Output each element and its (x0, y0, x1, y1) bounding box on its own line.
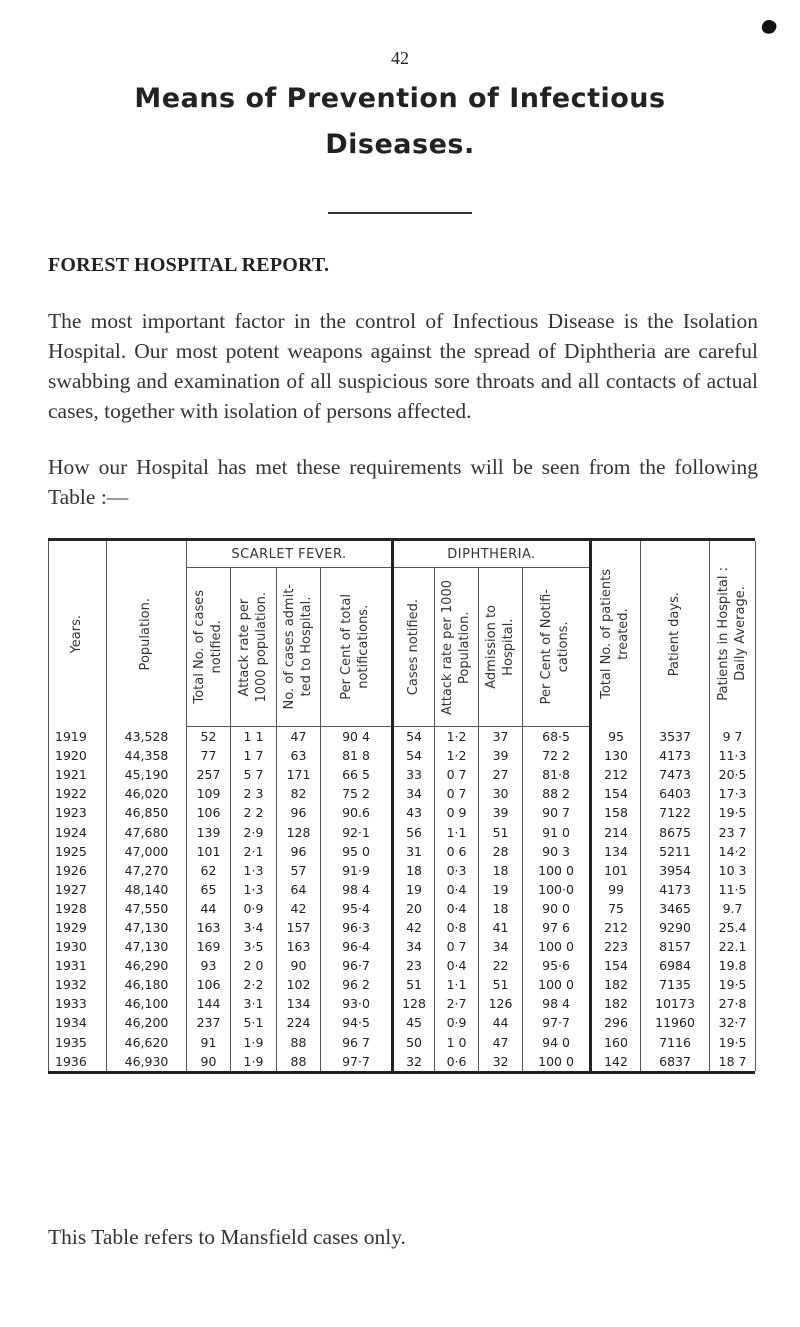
footer-note: This Table refers to Mansfield cases only. (48, 1225, 406, 1249)
table-cell: 75 2 (321, 784, 393, 803)
table-cell: 22.1 (710, 937, 756, 956)
table-cell: 22 (479, 956, 523, 975)
table-cell: 2·7 (435, 994, 479, 1013)
table-cell: 19·5 (710, 1033, 756, 1052)
table-cell: 7135 (641, 975, 710, 994)
table-cell: 237 (187, 1013, 231, 1032)
table-cell: 101 (187, 842, 231, 861)
table-row (49, 994, 756, 1013)
table-cell: 158 (591, 803, 641, 822)
table-cell: 47,130 (107, 918, 187, 937)
table-cell: 94·5 (321, 1013, 393, 1032)
year-cell: 1921 (49, 765, 107, 784)
header-population: Population. (107, 541, 187, 727)
table-cell: 23 (393, 956, 435, 975)
table-cell: 90 (187, 1052, 231, 1071)
table-row (49, 880, 756, 899)
table-cell: 3·4 (231, 918, 277, 937)
table-cell: 19.8 (710, 956, 756, 975)
table-cell: 0·8 (435, 918, 479, 937)
table-cell: 0 7 (435, 937, 479, 956)
table-cell: 171 (277, 765, 321, 784)
table-cell: 0 9 (435, 803, 479, 822)
header-patient-days: Patient days. (641, 541, 710, 727)
table-cell: 96·3 (321, 918, 393, 937)
year-cell: 1929 (49, 918, 107, 937)
table-cell: 39 (479, 803, 523, 822)
table-cell: 96 7 (321, 1033, 393, 1052)
table-cell: 46,020 (107, 784, 187, 803)
table-cell: 102 (277, 975, 321, 994)
table-cell: 45,190 (107, 765, 187, 784)
table-row (49, 861, 756, 880)
table-cell: 52 (187, 727, 231, 747)
table-cell: 139 (187, 822, 231, 841)
year-cell: 1925 (49, 842, 107, 861)
table-cell: 163 (187, 918, 231, 937)
table-cell: 19 (393, 880, 435, 899)
table-cell: 56 (393, 822, 435, 841)
table-cell: 9.7 (710, 899, 756, 918)
table-cell: 46,180 (107, 975, 187, 994)
table-cell: 81·8 (523, 765, 591, 784)
table-cell: 182 (591, 975, 641, 994)
table-cell: 95·6 (523, 956, 591, 975)
table-row (49, 822, 756, 841)
table-cell: 5·1 (231, 1013, 277, 1032)
table-cell: 47,680 (107, 822, 187, 841)
year-cell: 1931 (49, 956, 107, 975)
table-cell: 27 (479, 765, 523, 784)
table-cell: 20 (393, 899, 435, 918)
table-cell: 92·1 (321, 822, 393, 841)
table-cell: 94 0 (523, 1033, 591, 1052)
table-cell: 68·5 (523, 727, 591, 747)
table-cell: 0·6 (435, 1052, 479, 1071)
table-cell: 19 (479, 880, 523, 899)
table-cell: 54 (393, 727, 435, 747)
table-cell: 1·3 (231, 880, 277, 899)
table-cell: 8675 (641, 822, 710, 841)
table-cell: 47 (479, 1033, 523, 1052)
table-row (49, 937, 756, 956)
table-cell: 2 2 (231, 803, 277, 822)
table-cell: 18 (479, 861, 523, 880)
table-cell: 20·5 (710, 765, 756, 784)
table-cell: 96·7 (321, 956, 393, 975)
table-cell: 154 (591, 784, 641, 803)
table-cell: 95·4 (321, 899, 393, 918)
table-row (49, 803, 756, 822)
table-cell: 1·3 (231, 861, 277, 880)
table-cell: 7473 (641, 765, 710, 784)
page-title-line-1: Means of Prevention of Infectious (134, 83, 666, 114)
table-cell: 5211 (641, 842, 710, 861)
table-cell: 100 0 (523, 1052, 591, 1071)
table-cell: 2·1 (231, 842, 277, 861)
table-cell: 30 (479, 784, 523, 803)
table-cell: 182 (591, 994, 641, 1013)
table-row (49, 918, 756, 937)
table-cell: 50 (393, 1033, 435, 1052)
table-cell: 51 (393, 975, 435, 994)
header-years: Years. (49, 541, 107, 727)
table-cell: 75 (591, 899, 641, 918)
table-cell: 88 (277, 1052, 321, 1071)
table-cell: 91·9 (321, 861, 393, 880)
table-cell: 0·4 (435, 880, 479, 899)
hospital-statistics-table (48, 538, 755, 1074)
intro-paragraph: The most important factor in the control of Infectious Disease is the Isolation Hospital. Our most potent weapons against the spread of Diphtheria are careful swabbing and examination of all suspicious sore throats and all contacts of actual cases, together with isolation of persons affected. (48, 309, 758, 423)
year-cell: 1935 (49, 1033, 107, 1052)
table-cell: 126 (479, 994, 523, 1013)
table-cell: 32 (393, 1052, 435, 1071)
table-cell: 39 (479, 746, 523, 765)
table-cell: 19·5 (710, 975, 756, 994)
table-cell: 5 7 (231, 765, 277, 784)
ink-blot (760, 18, 779, 37)
table-cell: 90 (277, 956, 321, 975)
table-cell: 90 3 (523, 842, 591, 861)
header-total-patients: Total No. of patients treated. (591, 541, 641, 727)
table-cell: 45 (393, 1013, 435, 1032)
table-cell: 18 (479, 899, 523, 918)
page-title-line-2: Diseases. (325, 129, 475, 160)
table-cell: 46,290 (107, 956, 187, 975)
table-cell: 106 (187, 803, 231, 822)
header-sf-cases-notified: Total No. of cases notified. (187, 568, 231, 727)
table-cell: 109 (187, 784, 231, 803)
table-cell: 296 (591, 1013, 641, 1032)
table-cell: 43 (393, 803, 435, 822)
header-sf-percent: Per Cent of total notifications. (321, 568, 393, 727)
table-cell: 214 (591, 822, 641, 841)
table-cell: 223 (591, 937, 641, 956)
table-cell: 1·1 (435, 975, 479, 994)
table-cell: 46,100 (107, 994, 187, 1013)
table-cell: 48,140 (107, 880, 187, 899)
table-cell: 51 (479, 822, 523, 841)
table-cell: 42 (393, 918, 435, 937)
table-cell: 7116 (641, 1033, 710, 1052)
table-cell: 34 (393, 937, 435, 956)
table-cell: 0·4 (435, 956, 479, 975)
table-cell: 18 (393, 861, 435, 880)
table-cell: 0·9 (435, 1013, 479, 1032)
table-cell: 93 (187, 956, 231, 975)
header-sf-attack-rate: Attack rate per 1000 population. (231, 568, 277, 727)
table-cell: 101 (591, 861, 641, 880)
year-cell: 1934 (49, 1013, 107, 1032)
table-cell: 66 5 (321, 765, 393, 784)
table-cell: 106 (187, 975, 231, 994)
table-cell: 0·9 (231, 899, 277, 918)
table-row (49, 1033, 756, 1052)
year-cell: 1928 (49, 899, 107, 918)
table-cell: 88 2 (523, 784, 591, 803)
table-cell: 27·8 (710, 994, 756, 1013)
table-body (49, 727, 756, 1071)
year-cell: 1926 (49, 861, 107, 880)
table-cell: 95 (591, 727, 641, 747)
table-row (49, 765, 756, 784)
table-cell: 91 (187, 1033, 231, 1052)
table-cell: 57 (277, 861, 321, 880)
year-cell: 1919 (49, 727, 107, 747)
table-cell: 42 (277, 899, 321, 918)
table-cell: 8157 (641, 937, 710, 956)
table-cell: 4173 (641, 746, 710, 765)
table-cell: 17·3 (710, 784, 756, 803)
table-cell: 90.6 (321, 803, 393, 822)
table-cell: 2·9 (231, 822, 277, 841)
header-daily-average: Patients in Hospital : Daily Average. (710, 541, 756, 727)
table-cell: 9290 (641, 918, 710, 937)
title-divider (328, 212, 472, 214)
year-cell: 1927 (49, 880, 107, 899)
table-cell: 6837 (641, 1052, 710, 1071)
table-cell: 34 (393, 784, 435, 803)
table-cell: 96 (277, 803, 321, 822)
table-cell: 44 (479, 1013, 523, 1032)
table-cell: 1·2 (435, 746, 479, 765)
report-title: FOREST HOSPITAL REPORT. (48, 254, 330, 276)
group-header-scarlet-fever: SCARLET FEVER. (187, 541, 393, 568)
table-cell: 99 (591, 880, 641, 899)
table-cell: 98 4 (321, 880, 393, 899)
table-cell: 72 2 (523, 746, 591, 765)
table-cell: 1·2 (435, 727, 479, 747)
table-cell: 90 7 (523, 803, 591, 822)
table-cell: 77 (187, 746, 231, 765)
table-cell: 65 (187, 880, 231, 899)
year-cell: 1922 (49, 784, 107, 803)
table-cell: 9 7 (710, 727, 756, 747)
table-cell: 54 (393, 746, 435, 765)
table-cell: 34 (479, 937, 523, 956)
table-cell: 47,270 (107, 861, 187, 880)
table-cell: 169 (187, 937, 231, 956)
table-cell: 44,358 (107, 746, 187, 765)
table-cell: 41 (479, 918, 523, 937)
table-cell: 134 (277, 994, 321, 1013)
table-cell: 100·0 (523, 880, 591, 899)
table-cell: 144 (187, 994, 231, 1013)
table-cell: 96 2 (321, 975, 393, 994)
table-row (49, 784, 756, 803)
year-cell: 1933 (49, 994, 107, 1013)
table-cell: 134 (591, 842, 641, 861)
table-cell: 96 (277, 842, 321, 861)
table-cell: 1·9 (231, 1052, 277, 1071)
table-cell: 64 (277, 880, 321, 899)
header-d-attack-rate: Attack rate per 1000 Population. (435, 568, 479, 727)
table-cell: 0·4 (435, 899, 479, 918)
year-cell: 1924 (49, 822, 107, 841)
table-cell: 0 7 (435, 765, 479, 784)
table-cell: 3537 (641, 727, 710, 747)
table-cell: 224 (277, 1013, 321, 1032)
table-cell: 32 (479, 1052, 523, 1071)
table-cell: 157 (277, 918, 321, 937)
page-title (60, 76, 740, 168)
table-cell: 128 (393, 994, 435, 1013)
table-cell: 90 4 (321, 727, 393, 747)
table-cell: 43,528 (107, 727, 187, 747)
table-cell: 6984 (641, 956, 710, 975)
table-cell: 88 (277, 1033, 321, 1052)
table-cell: 130 (591, 746, 641, 765)
table-cell: 47,000 (107, 842, 187, 861)
table-cell: 97·7 (321, 1052, 393, 1071)
table-cell: 47,130 (107, 937, 187, 956)
table-lead-paragraph: How our Hospital has met these requirements will be seen from the following Table :— (48, 455, 758, 509)
page-number: 42 (391, 48, 409, 68)
table-cell: 7122 (641, 803, 710, 822)
table-cell: 44 (187, 899, 231, 918)
table-cell: 257 (187, 765, 231, 784)
table-cell: 1 1 (231, 727, 277, 747)
table-cell: 25.4 (710, 918, 756, 937)
table-cell: 128 (277, 822, 321, 841)
group-header-diphtheria: DIPHTHERIA. (393, 541, 591, 568)
table-cell: 3·1 (231, 994, 277, 1013)
table-cell: 19·5 (710, 803, 756, 822)
header-d-percent: Per Cent of Notifi- cations. (523, 568, 591, 727)
table-cell: 31 (393, 842, 435, 861)
table-cell: 14·2 (710, 842, 756, 861)
table-cell: 51 (479, 975, 523, 994)
table-row (49, 956, 756, 975)
table-cell: 91 0 (523, 822, 591, 841)
table-cell: 6403 (641, 784, 710, 803)
table-cell: 212 (591, 765, 641, 784)
table-cell: 95 0 (321, 842, 393, 861)
table-cell: 37 (479, 727, 523, 747)
table-row (49, 727, 756, 747)
table-row (49, 842, 756, 861)
table-row (49, 1052, 756, 1071)
table-cell: 28 (479, 842, 523, 861)
table-cell: 160 (591, 1033, 641, 1052)
table-cell: 212 (591, 918, 641, 937)
header-sf-admitted: No. of cases admit- ted to Hospital. (277, 568, 321, 727)
table-cell: 93·0 (321, 994, 393, 1013)
table-cell: 10173 (641, 994, 710, 1013)
table-cell: 97 6 (523, 918, 591, 937)
table-cell: 82 (277, 784, 321, 803)
table-cell: 33 (393, 765, 435, 784)
year-cell: 1936 (49, 1052, 107, 1071)
table-cell: 1 7 (231, 746, 277, 765)
year-cell: 1932 (49, 975, 107, 994)
table-cell: 1·9 (231, 1033, 277, 1052)
header-d-admission: Admission to Hospital. (479, 568, 523, 727)
table-cell: 46,930 (107, 1052, 187, 1071)
table-cell: 4173 (641, 880, 710, 899)
table-cell: 98 4 (523, 994, 591, 1013)
table-row (49, 1013, 756, 1032)
year-cell: 1930 (49, 937, 107, 956)
table-cell: 3465 (641, 899, 710, 918)
table-cell: 18 7 (710, 1052, 756, 1071)
year-cell: 1923 (49, 803, 107, 822)
table-row (49, 975, 756, 994)
table-cell: 90 0 (523, 899, 591, 918)
table-cell: 47 (277, 727, 321, 747)
table-cell: 100 0 (523, 937, 591, 956)
table-cell: 2·2 (231, 975, 277, 994)
table-cell: 142 (591, 1052, 641, 1071)
table-cell: 0 6 (435, 842, 479, 861)
table-cell: 3·5 (231, 937, 277, 956)
table-cell: 10 3 (710, 861, 756, 880)
table-cell: 97·7 (523, 1013, 591, 1032)
table-cell: 46,620 (107, 1033, 187, 1052)
table-cell: 1·1 (435, 822, 479, 841)
table-cell: 2 0 (231, 956, 277, 975)
table-cell: 2 3 (231, 784, 277, 803)
table-cell: 63 (277, 746, 321, 765)
table-cell: 0 7 (435, 784, 479, 803)
table-cell: 46,200 (107, 1013, 187, 1032)
table-cell: 154 (591, 956, 641, 975)
table-cell: 163 (277, 937, 321, 956)
table-cell: 1 0 (435, 1033, 479, 1052)
table-cell: 100 0 (523, 861, 591, 880)
table-cell: 62 (187, 861, 231, 880)
table-cell: 11·3 (710, 746, 756, 765)
year-cell: 1920 (49, 746, 107, 765)
table-cell: 47,550 (107, 899, 187, 918)
table-cell: 23 7 (710, 822, 756, 841)
table-cell: 11·5 (710, 880, 756, 899)
table-cell: 46,850 (107, 803, 187, 822)
table-row (49, 746, 756, 765)
table-cell: 81 8 (321, 746, 393, 765)
table-row (49, 899, 756, 918)
header-d-cases-notified: Cases notified. (393, 568, 435, 727)
table-cell: 11960 (641, 1013, 710, 1032)
table-cell: 0·3 (435, 861, 479, 880)
table-cell: 32·7 (710, 1013, 756, 1032)
table-cell: 3954 (641, 861, 710, 880)
table-cell: 96·4 (321, 937, 393, 956)
table-cell: 100 0 (523, 975, 591, 994)
